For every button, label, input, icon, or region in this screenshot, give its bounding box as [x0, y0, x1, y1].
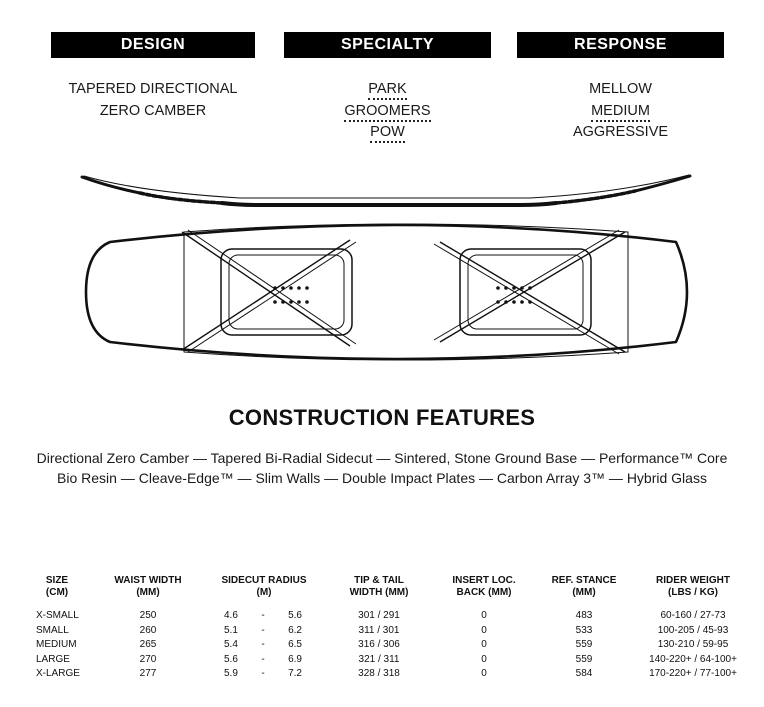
- construction-features-line-1: Directional Zero Camber — Tapered Bi-Radial Sidecut — Sintered, Stone Ground Base — Performance™ Core: [36, 450, 728, 466]
- design-column: [51, 79, 255, 122]
- cell-stance: 483: [575, 610, 593, 621]
- cell-sidecut: 5.4 - 6.5: [224, 639, 302, 650]
- header-waist-width: WAIST WIDTH (MM): [114, 575, 182, 598]
- board-profile-illustration: [0, 160, 764, 215]
- table-row: [22, 638, 752, 653]
- specs-table: [22, 575, 752, 682]
- specs-header-row: [22, 575, 752, 609]
- cell-size: X-LARGE: [36, 668, 80, 679]
- cell-tip-tail: 321 / 311: [358, 653, 400, 665]
- cell-insert: 0: [481, 624, 487, 636]
- header-rider-weight: RIDER WEIGHT (LBS / KG): [656, 575, 730, 598]
- cell-stance: 559: [575, 653, 593, 665]
- cell-sidecut: 4.6 - 5.6: [224, 610, 302, 621]
- construction-title: CONSTRUCTION FEATURES: [228, 405, 536, 430]
- cell-tip-tail: 301 / 291: [358, 610, 400, 621]
- cell-insert: 0: [481, 639, 487, 650]
- response-mellow: MELLOW: [589, 81, 652, 97]
- response-medium: MEDIUM: [591, 103, 650, 122]
- table-row: [22, 653, 752, 668]
- cell-tip-tail: 311 / 301: [358, 624, 400, 636]
- cell-weight: 130-210 / 59-95: [657, 639, 729, 650]
- response-column: [517, 79, 724, 144]
- construction-features-line-2: Bio Resin — Cleave-Edge™ — Slim Walls — Double Impact Plates — Carbon Array 3™ — Hybrid Glass: [57, 470, 707, 486]
- cell-waist: 270: [139, 653, 157, 665]
- specialty-pow: POW: [370, 124, 405, 143]
- specialty-groomers: GROOMERS: [344, 103, 430, 122]
- cell-size: SMALL: [36, 624, 69, 636]
- cell-tip-tail: 328 / 318: [358, 668, 400, 679]
- table-row: [22, 624, 752, 639]
- response-header: RESPONSE: [517, 32, 724, 58]
- cell-stance: 533: [575, 624, 593, 636]
- cell-size: LARGE: [36, 653, 70, 665]
- table-row: [22, 609, 752, 624]
- specialty-column: [284, 79, 491, 144]
- board-top-illustration: [0, 222, 764, 362]
- specialty-header: SPECIALTY: [284, 32, 491, 58]
- cell-waist: 250: [139, 610, 157, 621]
- cell-waist: 260: [139, 624, 157, 636]
- cell-stance: 584: [575, 668, 593, 679]
- header-ref-stance: REF. STANCE (MM): [551, 575, 617, 598]
- cell-weight: 140-220+ / 64-100+: [649, 653, 737, 665]
- cell-weight: 100-205 / 45-93: [657, 624, 729, 636]
- cell-insert: 0: [481, 610, 487, 621]
- table-row: [22, 667, 752, 682]
- header-sidecut-radius: SIDECUT RADIUS (M): [221, 575, 307, 598]
- design-line-2: ZERO CAMBER: [99, 102, 207, 119]
- cell-weight: 60-160 / 27-73: [660, 610, 726, 621]
- header-insert-location: INSERT LOC. BACK (MM): [452, 575, 516, 598]
- design-header: DESIGN: [51, 32, 255, 58]
- cell-sidecut: 5.9 - 7.2: [224, 668, 302, 679]
- cell-weight: 170-220+ / 77-100+: [649, 668, 737, 679]
- cell-sidecut: 5.6 - 6.9: [224, 653, 302, 665]
- cell-waist: 265: [139, 639, 157, 650]
- cell-insert: 0: [481, 653, 487, 665]
- cell-tip-tail: 316 / 306: [358, 639, 400, 650]
- cell-size: X-SMALL: [36, 610, 79, 621]
- cell-waist: 277: [139, 668, 157, 679]
- response-aggressive: AGGRESSIVE: [572, 124, 669, 140]
- header-size: SIZE (CM): [45, 575, 69, 598]
- cell-insert: 0: [481, 668, 487, 679]
- design-line-1: TAPERED DIRECTIONAL: [68, 81, 238, 97]
- header-tip-tail-width: TIP & TAIL WIDTH (MM): [349, 575, 409, 598]
- cell-sidecut: 5.1 - 6.2: [224, 624, 302, 636]
- specialty-park: PARK: [368, 81, 406, 100]
- cell-size: MEDIUM: [36, 639, 77, 650]
- cell-stance: 559: [575, 639, 593, 650]
